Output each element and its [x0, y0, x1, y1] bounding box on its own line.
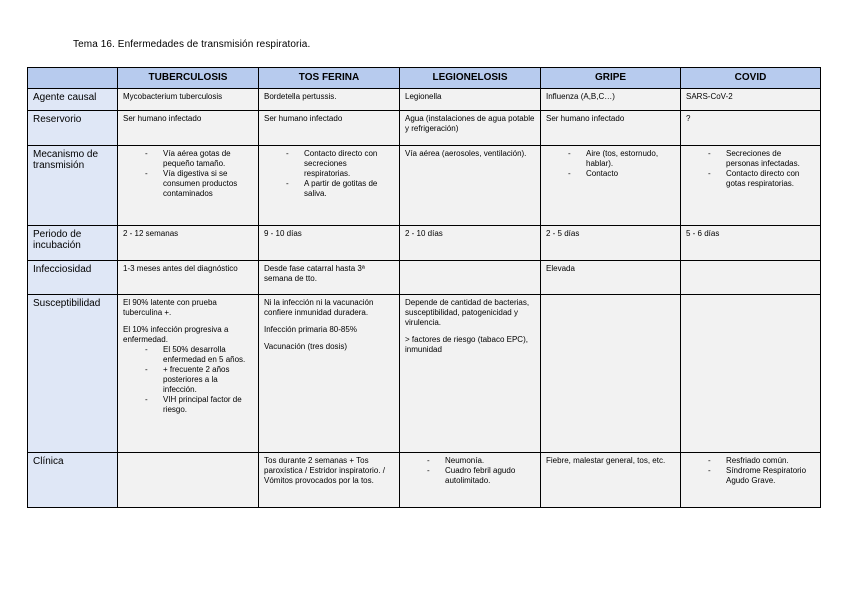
list-item: - Vía digestiva si se consumen productos contaminados	[163, 169, 253, 199]
cell-tb-agente: Mycobacterium tuberculosis	[118, 89, 259, 111]
cell-tb-reservorio: Ser humano infectado	[118, 111, 259, 146]
cell-tf-clinica: Tos durante 2 semanas + Tos paroxística / Estridor inspiratorio. / Vómitos provocados por la tos.	[259, 453, 400, 508]
row-header-agente-causal: Agente causal	[28, 89, 118, 111]
table-row	[28, 89, 821, 111]
cell-covid-mecanismo	[681, 146, 821, 226]
list-item: - Vía aérea gotas de pequeño tamaño.	[163, 149, 253, 169]
cell-covid-clinica	[681, 453, 821, 508]
table-row	[28, 226, 821, 261]
cell-gripe-infecciosidad: Elevada	[541, 261, 681, 295]
cell-covid-incubacion: 5 - 6 días	[681, 226, 821, 261]
paragraph: Vacunación (tres dosis)	[264, 342, 347, 351]
bullet-list	[686, 456, 815, 486]
list-item: - VIH principal factor de riesgo.	[163, 395, 253, 415]
bullet-list	[123, 345, 253, 415]
list-item: - Cuadro febril agudo autolimitado.	[445, 466, 535, 486]
cell-tf-susceptibilidad	[259, 295, 400, 453]
paragraph: Depende de cantidad de bacterias, susceptibilidad, patogenicidad y virulencia.	[405, 298, 530, 327]
list-item: - Contacto directo con secreciones respiratorias.	[304, 149, 394, 179]
bullet-list	[546, 149, 675, 179]
bullet-list	[123, 149, 253, 199]
column-header-gripe: GRIPE	[541, 68, 681, 89]
paragraph: Infección primaria 80-85%	[264, 325, 357, 334]
cell-tb-incubacion: 2 - 12 semanas	[118, 226, 259, 261]
corner-cell	[28, 68, 118, 89]
list-item: - Contacto directo con gotas respiratorias.	[726, 169, 815, 189]
cell-gripe-reservorio: Ser humano infectado	[541, 111, 681, 146]
list-item: - Resfriado común.	[726, 456, 815, 466]
bullet-list	[405, 456, 535, 486]
cell-gripe-agente: Influenza (A,B,C…)	[541, 89, 681, 111]
row-header-clinica: Clínica	[28, 453, 118, 508]
cell-covid-agente: SARS-CoV-2	[681, 89, 821, 111]
column-header-tuberculosis: TUBERCULOSIS	[118, 68, 259, 89]
cell-gripe-susceptibilidad	[541, 295, 681, 453]
list-item: - A partir de gotitas de saliva.	[304, 179, 394, 199]
cell-gripe-mecanismo	[541, 146, 681, 226]
list-item: - Contacto	[586, 169, 675, 179]
cell-covid-susceptibilidad	[681, 295, 821, 453]
list-item: - Síndrome Respiratorio Agudo Grave.	[726, 466, 815, 486]
list-item: - + frecuente 2 años posteriores a la infección.	[163, 365, 253, 395]
paragraph: > factores de riesgo (tabaco EPC), inmunidad	[405, 335, 528, 354]
cell-leg-clinica	[400, 453, 541, 508]
bullet-list	[264, 149, 394, 199]
cell-tb-mecanismo	[118, 146, 259, 226]
column-header-tos-ferina: TOS FERINA	[259, 68, 400, 89]
cell-gripe-clinica: Fiebre, malestar general, tos, etc.	[541, 453, 681, 508]
list-item: - El 50% desarrolla enfermedad en 5 años.	[163, 345, 253, 365]
cell-leg-mecanismo: Vía aérea (aerosoles, ventilación).	[400, 146, 541, 226]
list-item: - Neumonía.	[445, 456, 535, 466]
cell-tb-susceptibilidad	[118, 295, 259, 453]
cell-tf-reservorio: Ser humano infectado	[259, 111, 400, 146]
cell-leg-incubacion: 2 - 10 días	[400, 226, 541, 261]
list-item: - Aire (tos, estornudo, hablar).	[586, 149, 675, 169]
cell-tb-infecciosidad: 1-3 meses antes del diagnóstico	[118, 261, 259, 295]
row-header-reservorio: Reservorio	[28, 111, 118, 146]
bullet-list	[686, 149, 815, 189]
paragraph: El 10% infección progresiva a enfermedad.	[123, 325, 229, 344]
paragraph: El 90% latente con prueba tuberculina +.	[123, 298, 217, 317]
cell-leg-infecciosidad	[400, 261, 541, 295]
cell-tf-agente: Bordetella pertussis.	[259, 89, 400, 111]
cell-leg-reservorio: Agua (instalaciones de agua potable y refrigeración)	[400, 111, 541, 146]
cell-leg-susceptibilidad	[400, 295, 541, 453]
cell-tb-clinica	[118, 453, 259, 508]
cell-covid-reservorio: ?	[681, 111, 821, 146]
document-title: Tema 16. Enfermedades de transmisión respiratoria.	[73, 39, 311, 50]
cell-tf-incubacion: 9 - 10 días	[259, 226, 400, 261]
cell-tf-infecciosidad: Desde fase catarral hasta 3ª semana de tto.	[259, 261, 400, 295]
table-row	[28, 295, 821, 453]
table-row	[28, 146, 821, 226]
row-header-susceptibilidad: Susceptibilidad	[28, 295, 118, 453]
table-row	[28, 261, 821, 295]
cell-tf-mecanismo	[259, 146, 400, 226]
row-header-mecanismo: Mecanismo de transmisión	[28, 146, 118, 226]
cell-covid-infecciosidad	[681, 261, 821, 295]
header-row	[28, 68, 821, 89]
row-header-incubacion: Periodo de incubación	[28, 226, 118, 261]
table-row	[28, 111, 821, 146]
column-header-legionelosis: LEGIONELOSIS	[400, 68, 541, 89]
diseases-table	[27, 67, 821, 508]
table-row	[28, 453, 821, 508]
cell-leg-agente: Legionella	[400, 89, 541, 111]
cell-gripe-incubacion: 2 - 5 días	[541, 226, 681, 261]
column-header-covid: COVID	[681, 68, 821, 89]
row-header-infecciosidad: Infecciosidad	[28, 261, 118, 295]
paragraph: Ni la infección ni la vacunación confiere inmunidad duradera.	[264, 298, 374, 317]
list-item: - Secreciones de personas infectadas.	[726, 149, 815, 169]
